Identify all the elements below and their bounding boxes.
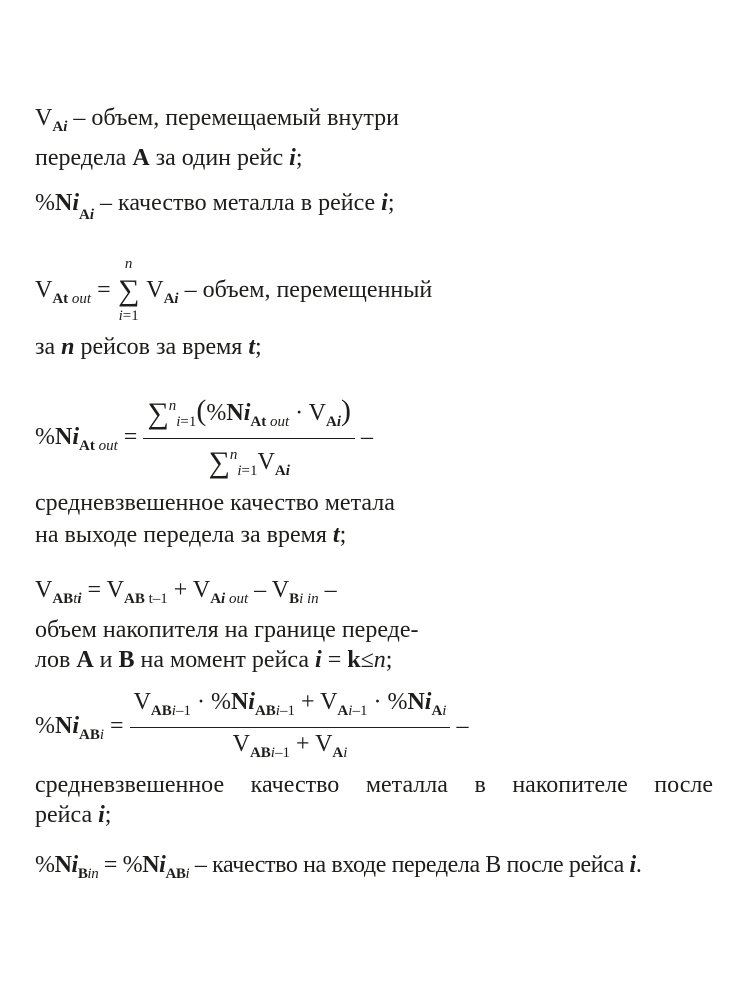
math-glyph: – качество на входе передела B после рейса <box>189 852 630 878</box>
math-glyph: V <box>106 577 124 603</box>
math-glyph: i <box>72 713 80 740</box>
math-glyph: n <box>229 447 238 463</box>
math-glyph: V <box>308 400 327 426</box>
text: – качество металла в рейсе <box>94 190 382 216</box>
sub: out <box>98 438 118 455</box>
math-glyph: t <box>332 522 340 548</box>
math-glyph: n <box>373 647 386 673</box>
math-glyph: + <box>294 689 321 715</box>
math-glyph: AB <box>254 703 276 719</box>
symbol: t <box>248 334 255 360</box>
definition-ni-ai <box>35 189 395 229</box>
math-glyph: –1 <box>352 703 368 719</box>
math-glyph: ∑ <box>208 446 230 479</box>
symbol: i <box>72 190 80 216</box>
math-glyph: –1 <box>274 745 290 761</box>
math-glyph: и <box>93 647 119 673</box>
math-glyph: N <box>226 400 244 426</box>
math-glyph: i <box>71 852 78 878</box>
math-glyph: out <box>228 591 249 607</box>
math-glyph: t <box>73 591 78 607</box>
text: объем накопителя на границе переде- <box>35 617 419 643</box>
math-glyph: =1 <box>180 414 197 430</box>
math-glyph: N <box>230 689 249 715</box>
math-glyph: ; <box>104 802 112 828</box>
math-glyph: i <box>99 727 105 744</box>
math-glyph: – <box>450 713 469 740</box>
math-glyph: AB <box>79 727 100 744</box>
math-glyph: i <box>629 852 636 878</box>
math-glyph: = <box>104 713 130 740</box>
formula-v-abti <box>35 576 337 613</box>
symbol: = <box>91 277 117 303</box>
math-glyph: = <box>98 852 123 878</box>
math-glyph: A <box>332 745 344 761</box>
text: средневзвешенное качество металла в накопителе после <box>35 772 713 798</box>
math-glyph: i <box>315 647 322 673</box>
math-glyph: i <box>77 591 82 607</box>
formula-v-at-out <box>35 256 433 324</box>
math-glyph: N <box>407 689 425 715</box>
math-glyph: % <box>35 852 55 878</box>
math-glyph: лов <box>35 647 77 673</box>
math-glyph: V <box>257 449 275 475</box>
math-glyph: на момент рейса <box>134 647 316 673</box>
math-glyph: % <box>35 424 55 451</box>
math-glyph: ; <box>339 522 347 548</box>
symbol: i <box>289 145 296 171</box>
sub: i <box>174 291 179 307</box>
math-glyph: i <box>185 866 190 882</box>
math-glyph: V <box>133 689 151 715</box>
sub: A <box>163 291 175 307</box>
denominator <box>130 728 451 767</box>
math-glyph: –1 <box>279 703 295 719</box>
sub: A <box>79 207 90 223</box>
sum-upper: n <box>124 256 133 272</box>
math-glyph: + <box>167 577 193 603</box>
math-glyph: . <box>635 852 642 878</box>
math-glyph: V <box>315 731 333 757</box>
symbol: i <box>72 424 80 451</box>
text: на выходе передела за время <box>35 522 333 548</box>
math-glyph: % <box>35 713 55 740</box>
description <box>35 646 392 674</box>
text: рейсов за время <box>74 334 249 360</box>
math-glyph: i <box>343 745 348 761</box>
formula-ni-bin <box>35 851 641 888</box>
math-glyph: i <box>275 703 280 719</box>
fraction <box>143 392 355 485</box>
math-glyph: V <box>271 577 290 603</box>
sub: A <box>52 119 64 135</box>
text: ; <box>255 334 262 360</box>
numerator <box>130 688 451 728</box>
definition-v-ai-cont <box>35 144 303 172</box>
sub: At <box>52 291 72 307</box>
math-glyph: i <box>176 414 181 430</box>
math-glyph: i <box>171 703 176 719</box>
denominator <box>143 439 355 485</box>
math-glyph: ≤ <box>360 647 374 673</box>
math-glyph: i <box>237 463 242 479</box>
math-glyph: i <box>285 463 290 479</box>
math-glyph: – <box>248 577 272 603</box>
math-group <box>109 302 149 330</box>
math-glyph: –1 <box>175 703 191 719</box>
description <box>35 521 346 549</box>
math-glyph: ∑ <box>147 397 169 430</box>
math-glyph: V <box>192 577 211 603</box>
math-glyph: At <box>250 414 270 430</box>
math-glyph: in <box>87 866 99 882</box>
math-glyph: V <box>320 689 338 715</box>
math-glyph: % <box>206 400 227 426</box>
math-glyph: i <box>248 689 255 715</box>
math-glyph: A <box>326 414 337 430</box>
symbol: A <box>132 145 150 171</box>
math-glyph: t–1 <box>144 591 168 607</box>
math-glyph: B <box>77 866 88 882</box>
math-glyph: i <box>221 591 229 607</box>
math-glyph: AB <box>52 591 74 607</box>
math-glyph: ; <box>385 647 393 673</box>
math-glyph: V <box>232 731 250 757</box>
math-glyph: N <box>55 713 73 740</box>
fraction <box>130 688 451 767</box>
sub: At <box>79 438 99 455</box>
math-glyph: A <box>210 591 222 607</box>
symbol: n <box>61 334 75 360</box>
math-glyph: – <box>355 424 374 451</box>
math-glyph: A <box>431 703 443 719</box>
symbol: = <box>117 424 144 451</box>
math-glyph: B <box>289 591 300 607</box>
text: средневзвешенное качество метала <box>35 490 395 516</box>
symbol: N <box>55 424 73 451</box>
formula-ni-at-out <box>35 392 373 485</box>
math-glyph: · <box>367 689 388 715</box>
definition-v-ai <box>35 104 399 141</box>
description <box>35 489 395 517</box>
math-glyph: A <box>274 463 286 479</box>
math-glyph: in <box>307 591 319 607</box>
text: передела <box>35 145 133 171</box>
math-glyph: N <box>54 852 72 878</box>
math-glyph: + <box>289 731 316 757</box>
text: – объем, перемещаемый внутри <box>67 105 399 131</box>
math-glyph: рейса <box>35 802 99 828</box>
formula-v-at-out-cont <box>35 333 262 361</box>
description <box>35 616 419 644</box>
math-glyph: i <box>348 703 353 719</box>
math-glyph: i <box>98 802 105 828</box>
math-glyph: = <box>321 647 348 673</box>
math-glyph: A <box>337 703 349 719</box>
symbol: V <box>146 277 164 303</box>
math-glyph: = <box>81 577 107 603</box>
math-glyph: V <box>35 577 53 603</box>
text: – объем, перемещенный <box>178 277 433 303</box>
sigma: ∑ <box>117 274 140 307</box>
symbol: N <box>55 190 73 216</box>
math-glyph: – <box>318 577 337 603</box>
math-glyph: i <box>442 703 447 719</box>
text: за один рейс <box>149 145 290 171</box>
symbol: % <box>35 190 55 216</box>
math-glyph: % <box>387 689 408 715</box>
math-glyph: i <box>159 852 166 878</box>
math-glyph: i <box>299 591 307 607</box>
description <box>35 801 111 829</box>
math-glyph: ( <box>196 394 207 427</box>
math-glyph: N <box>142 852 160 878</box>
description <box>35 771 713 799</box>
math-glyph: AB <box>150 703 172 719</box>
symbol: V <box>35 277 53 303</box>
symbol: i <box>381 190 388 216</box>
sub: i <box>89 207 95 223</box>
math-glyph: n <box>168 398 177 414</box>
sub: i <box>63 119 68 135</box>
math-glyph: ) <box>341 394 352 427</box>
math-glyph: =1 <box>241 463 258 479</box>
sub: =1 <box>122 308 139 324</box>
math-glyph: i <box>336 414 342 430</box>
math-glyph: AB <box>165 866 186 882</box>
numerator <box>143 392 355 439</box>
math-glyph: k <box>347 647 361 673</box>
sub: i <box>118 308 123 324</box>
math-glyph: B <box>118 647 135 673</box>
math-glyph: · <box>289 400 309 426</box>
math-glyph: · <box>190 689 211 715</box>
math-glyph: AB <box>249 745 271 761</box>
math-glyph: A <box>76 647 94 673</box>
text: ; <box>295 145 303 171</box>
sum-operator <box>117 256 141 324</box>
math-glyph: AB <box>123 591 145 607</box>
math-glyph: % <box>210 689 231 715</box>
formula-ni-abi <box>35 688 468 767</box>
math-glyph: out <box>269 414 290 430</box>
math-glyph: % <box>122 852 143 878</box>
math-glyph: i <box>424 689 432 715</box>
symbol-v: V <box>35 105 53 131</box>
math-glyph: i <box>243 400 251 426</box>
sub: out <box>71 291 92 307</box>
text: за <box>35 334 62 360</box>
math-glyph: i <box>270 745 275 761</box>
text: ; <box>387 190 395 216</box>
